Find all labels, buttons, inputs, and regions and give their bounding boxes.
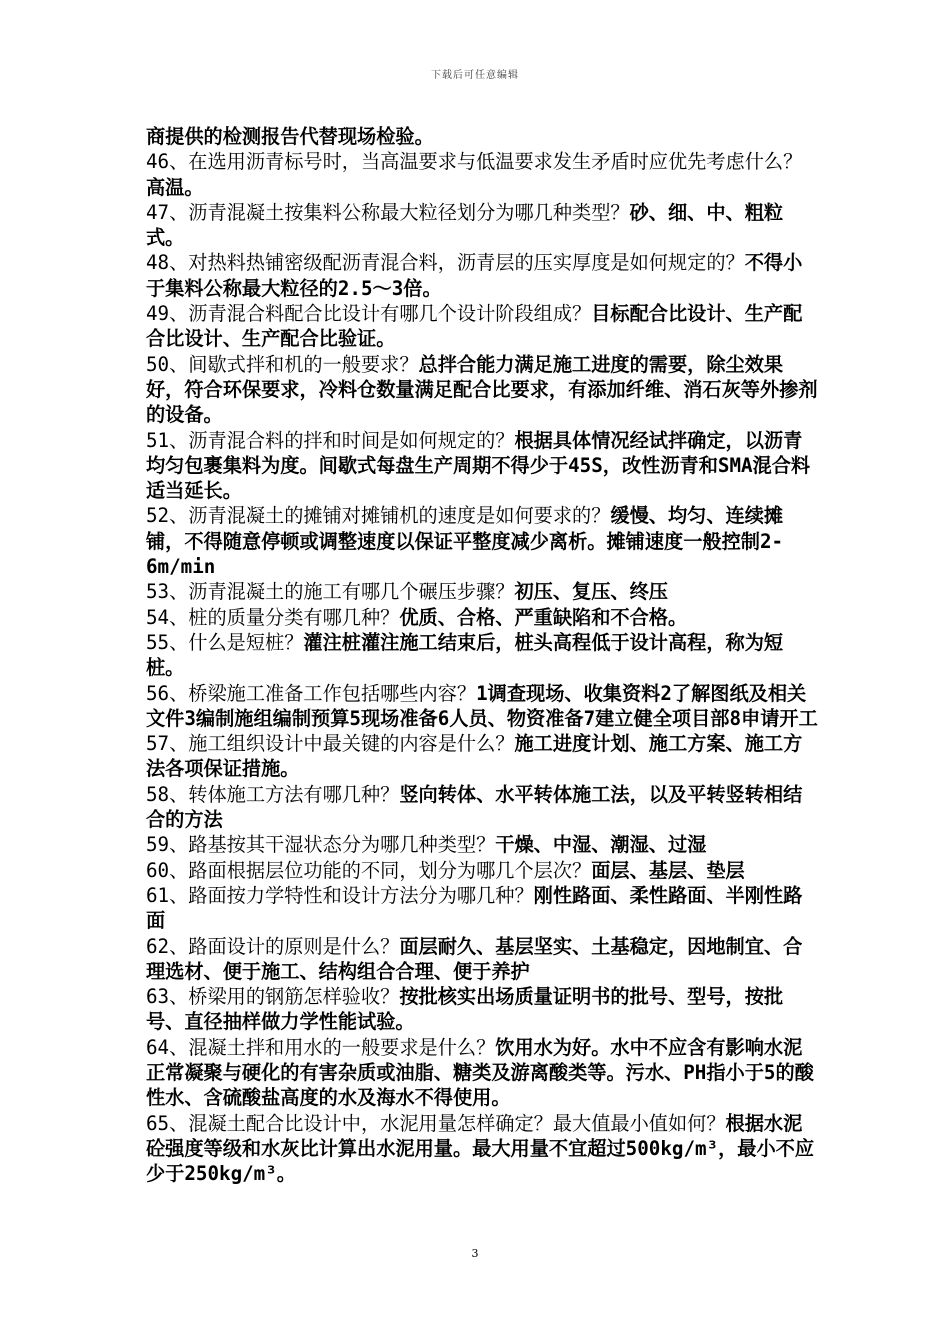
- question-text: 63、桥梁用的钢筋怎样验收？: [146, 985, 400, 1009]
- qa-item-55: [146, 630, 818, 681]
- answer-text: 商提供的检测报告代替现场检验。: [146, 125, 434, 148]
- question-text: 52、沥青混凝土的摊铺对摊铺机的速度是如何要求的？: [146, 504, 611, 528]
- qa-item-58: [146, 782, 818, 833]
- qa-item-53: [146, 579, 818, 604]
- question-text: 53、沥青混凝土的施工有哪几个碾压步骤？: [146, 580, 515, 604]
- qa-item-56: [146, 681, 818, 732]
- answer-text: 根据具体情况经试拌确定，以沥青均匀包裹集料为度。间歇式每盘生产周期不得少于45S，改性沥青和SMA混合料适当延长。: [146, 428, 811, 503]
- answer-text: 施工进度计划、施工方案、施工方法各项保证措施。: [146, 732, 803, 781]
- answer-text: 刚性路面、柔性路面、半刚性路面: [146, 883, 803, 933]
- qa-list: [146, 124, 818, 1186]
- answer-text: 根据水泥砼强度等级和水灰比计算出水泥用量。最大用量不宜超过500kg/m³，最小不应少于250kg/m³。: [146, 1111, 815, 1186]
- question-text: 64、混凝土拌和用水的一般要求是什么？: [146, 1035, 496, 1059]
- answer-text: 饮用水为好。水中不应含有影响水泥正常凝聚与硬化的有害杂质或油脂、糖类及游离酸类等。污水、PH指小于5的酸性水、含硫酸盐高度的水及海水不得使用。: [146, 1035, 814, 1110]
- question-text: 46、在选用沥青标号时，当高温要求与低温要求发生矛盾时应优先考虑什么？: [146, 150, 803, 174]
- answer-text: 按批核实出场质量证明书的批号、型号，按批号、直径抽样做力学性能试验。: [146, 985, 784, 1034]
- question-text: 59、路基按其干湿状态分为哪几种类型？: [146, 833, 496, 857]
- answer-text: 竖向转体、水平转体施工法，以及平转竖转相结合的方法: [146, 782, 803, 832]
- qa-item-62: [146, 934, 818, 985]
- qa-item-48: [146, 250, 818, 301]
- qa-item-63: [146, 984, 818, 1035]
- qa-item-54: [146, 605, 818, 630]
- answer-text: 优质、合格、严重缺陷和不合格。: [399, 605, 688, 629]
- question-text: 57、施工组织设计中最关键的内容是什么？: [146, 732, 515, 756]
- answer-text: 不得小于集料公称最大粒径的2.5～3倍。: [146, 251, 803, 300]
- qa-item-continuation: [146, 124, 818, 149]
- question-text: 49、沥青混合料配合比设计有哪几个设计阶段组成？: [146, 302, 592, 326]
- answer-text: 面层耐久、基层坚实、土基稳定，因地制宜、合理选材、便于施工、结构组合合理、便于养护: [146, 934, 803, 983]
- question-text: 56、桥梁施工准备工作包括哪些内容？: [146, 681, 477, 705]
- qa-item-49: [146, 301, 818, 352]
- question-text: 58、转体施工方法有哪几种？: [146, 782, 400, 806]
- question-text: 48、对热料热铺密级配沥青混合料，沥青层的压实厚度是如何规定的？: [146, 251, 745, 275]
- qa-item-51: [146, 428, 818, 504]
- question-text: 55、什么是短桩？: [146, 630, 304, 654]
- question-text: 60、路面根据层位功能的不同，划分为哪几个层次？: [146, 858, 592, 882]
- qa-item-46: [146, 149, 818, 200]
- question-text: 62、路面设计的原则是什么？: [146, 934, 400, 958]
- qa-item-47: [146, 200, 818, 251]
- answer-text: 干燥、中湿、潮湿、过湿: [495, 833, 707, 857]
- answer-text: 砂、细、中、粗粒式。: [146, 200, 784, 250]
- question-text: 47、沥青混凝土按集料公称最大粒径划分为哪几种类型？: [146, 200, 630, 224]
- qa-item-50: [146, 352, 818, 428]
- answer-text: 总拌合能力满足施工进度的需要，除尘效果好，符合环保要求，冷料仓数量满足配合比要求，有添加纤维、消石灰等外掺剂的设备。: [146, 352, 818, 427]
- answer-text: 灌注桩灌注施工结束后，桩头高程低于设计高程，称为短桩。: [146, 630, 784, 680]
- question-text: 65、混凝土配合比设计中，水泥用量怎样确定？最大值最小值如何？: [146, 1111, 726, 1135]
- qa-item-57: [146, 731, 818, 782]
- answer-text: 面层、基层、垫层: [591, 858, 745, 882]
- answer-text: 缓慢、均匀、连续摊铺，不得随意停顿或调整速度以保证平整度减少离析。摊铺速度一般控制2-6m/min: [146, 504, 784, 579]
- page-number: 3: [471, 1247, 479, 1260]
- qa-item-65: [146, 1111, 818, 1187]
- page-header: 下载后可任意编辑: [431, 70, 519, 81]
- answer-text: 1调查现场、收集资料2了解图纸及相关文件3编制施组编制预算5现场准备6人员、物资准备7建立健全项目部8申请开工: [146, 681, 818, 730]
- question-text: 54、桩的质量分类有哪几种？: [146, 605, 400, 629]
- question-text: 61、路面按力学特性和设计方法分为哪几种？: [146, 883, 534, 907]
- qa-item-64: [146, 1035, 818, 1111]
- answer-text: 高温。: [146, 175, 204, 199]
- answer-text: 目标配合比设计、生产配合比设计、生产配合比验证。: [146, 302, 803, 351]
- qa-item-52: [146, 503, 818, 579]
- answer-text: 初压、复压、终压: [514, 580, 668, 604]
- qa-item-59: [146, 832, 818, 857]
- qa-item-61: [146, 883, 818, 934]
- question-text: 51、沥青混合料的拌和时间是如何规定的？: [146, 428, 515, 452]
- qa-item-60: [146, 858, 818, 883]
- question-text: 50、间歇式拌和机的一般要求？: [146, 352, 419, 376]
